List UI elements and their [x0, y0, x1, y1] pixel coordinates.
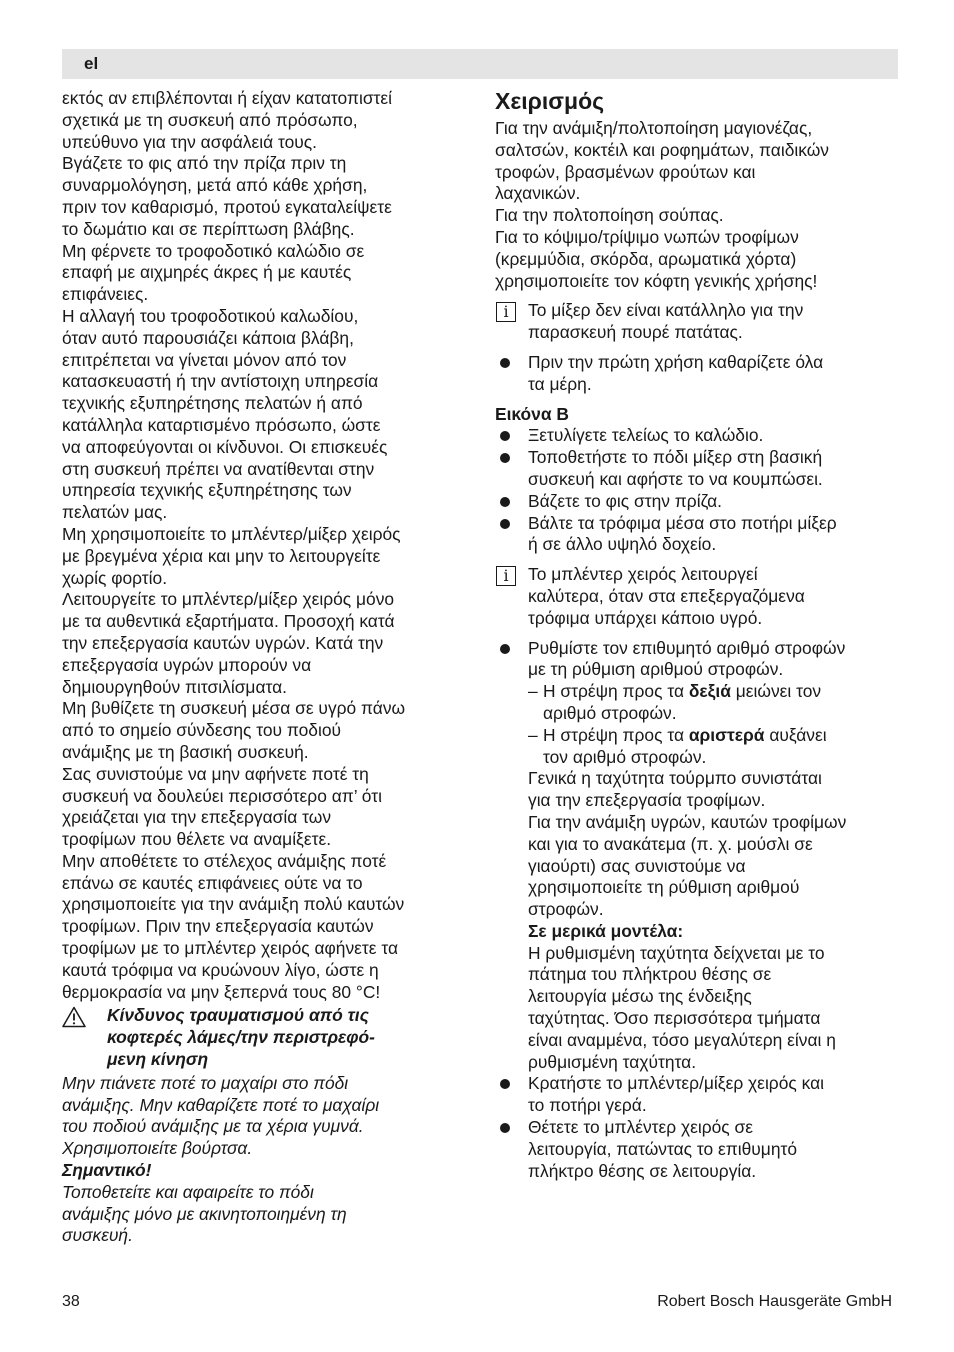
unplug-paragraph: Βγάζετε το φις από την πρίζα πριν τη συναρμολόγηση, μετά από κάθε χρήση, πριν τον καθαρισμό, προτού εγκαταλείψετε το δωμάτιο και σε περίπτωση βλάβης.	[62, 153, 392, 239]
left-column	[62, 88, 467, 1247]
runtime-paragraph: Σας συνιστούμε να μην αφήνετε ποτέ τη συσκευή να δουλεύει περισσότερο απ’ ότι χρειάζεται για την επεξεργασία των τροφίμων που θέλετε να αναμίξετε.	[62, 763, 382, 850]
liquids-text: Για την ανάμιξη υγρών, καυτών τροφίμων και για το ανακάτεμα (π. χ. μούσλι σε γιαούρτι) σας συνιστούμε να χρησιμοποιείτε τη ρύθμιση αριθμού στροφών.	[528, 811, 847, 920]
injury-warning	[62, 1005, 467, 1070]
usage-intro-soup: Για την πολτοποίηση σούπας.	[495, 205, 724, 226]
warning-triangle-icon	[62, 1006, 86, 1028]
models-text: Η ρυθμισμένη ταχύτητα δείχνεται με το πάτημα του πλήκτρου θέσης σε λειτουργία μέσω της ένδειξης ταχύτητας. Όσο περισσότερα τμήματα είναι αναμμένα, τόσο μεγαλύτερη είναι η ρυθμισμένη ταχύτητα.	[528, 942, 836, 1072]
immersion-paragraph: Μη βυθίζετε τη συσκευή μέσα σε υγρό πάνω από το σημείο σύνδεσης του ποδιού ανάμιξης με τη βασική συσκευή.	[62, 698, 406, 762]
list-item: Κρατήστε το μπλέντερ/μίξερ χειρός και το ποτήρι γερά.	[495, 1073, 905, 1117]
language-code: el	[84, 54, 99, 73]
info-icon: i	[496, 302, 516, 322]
list-item: Ξετυλίγετε τελείως το καλώδιο.	[495, 425, 905, 447]
speed-steps-list	[495, 638, 905, 1183]
important-text: Τοποθετείτε και αφαιρείτε το πόδι ανάμιξης μόνο με ακινητοποιημένη τη συσκευή.	[62, 1181, 347, 1246]
info-note-text: Το μίξερ δεν είναι κατάλληλο για την παρασκευή πουρέ πατάτας.	[528, 300, 804, 343]
usage-intro-blending: Για την ανάμιξη/πολτοποίηση μαγιονέζας, σαλτσών, κοκτέιλ και ροφημάτων, παιδικών τροφών, βρασμένων φρούτων και λαχανικών.	[495, 118, 829, 204]
language-header-bar	[62, 49, 898, 79]
figure-label: Εικόνα B	[495, 403, 569, 424]
usage-intro-chopping: Για το κόψιμο/τρίψιμο νωπών τροφίμων (κρεμμύδια, σκόρδα, αρωματικά χόρτα) χρησιμοποιείτε τον κόφτη γενικής χρήσης!	[495, 226, 818, 291]
info-note-text: Το μπλέντερ χειρός λειτουργεί καλύτερα, όταν στα επεξεργαζόμενα τρόφιμα υπάρχει κάποιο υγρό.	[528, 564, 805, 628]
list-item: Πριν την πρώτη χρήση καθαρίζετε όλα τα μέρη.	[495, 352, 905, 396]
info-note-liquid	[495, 564, 905, 629]
list-item: Βάλτε τα τρόφιμα μέσα στο ποτήρι μίξερ ή σε άλλο υψηλό δοχείο.	[495, 513, 905, 557]
list-item: Θέτετε το μπλέντερ χειρός σε λειτουργία, πατώντας το επιθυμητό πλήκτρο θέσης σε λειτουργία.	[495, 1117, 905, 1182]
accessories-paragraph: Λειτουργείτε το μπλέντερ/μίξερ χειρός μόνο με τα αυθεντικά εξαρτήματα. Προσοχή κατά την επεξεργασία καυτών υγρών. Κατά την επεξεργασία υγρών μπορούν να δημιουργηθούν πιτσιλίσματα.	[62, 589, 395, 697]
warning-title: Κίνδυνος τραυματισμού από τις κοφτερές λάμες/την περιστρεφό- μενη κίνηση	[107, 1005, 375, 1070]
cable-paragraph: Μη φέρνετε το τροφοδοτικό καλώδιο σε επαφή με αιχμηρές άκρες ή με καυτές επιφάνειες.	[62, 240, 365, 305]
warning-text: Μην πιάνετε ποτέ το μαχαίρι στο πόδι ανάμιξης. Μην καθαρίζετε ποτέ το μαχαίρι του ποδιού ανάμιξης με τα χέρια γυμνά. Χρησιμοποιείτε βούρτσα.	[62, 1072, 380, 1159]
speed-instruction: Ρυθμίστε τον επιθυμητό αριθμό στροφών με τη ρύθμιση αριθμού στροφών.	[528, 637, 846, 680]
wet-hands-paragraph: Μη χρησιμοποιείτε το μπλέντερ/μίξερ χειρός με βρεγμένα χέρια και μην το λειτουργείτε χωρίς φορτίο.	[62, 523, 401, 588]
turbo-text: Γενικά η ταχύτητα τούρμπο συνιστάται για την επεξεργασία τροφίμων.	[528, 768, 822, 811]
hot-surfaces-paragraph: Μην αποθέτετε το στέλεχος ανάμιξης ποτέ επάνω σε καυτές επιφάνειες ούτε να το χρησιμοποιείτε για την ανάμιξη πολύ καυτών τροφίμων. Πριν την επεξεργασία καυτών τροφίμων με το μπλέντερ χειρός αφήνετε τα καυτά τρόφιμα να κρυώνουν λίγο, ώστε η θερμοκρασία να μην ξεπερνά τους 80 °C!	[62, 850, 405, 1002]
page-number: 38	[62, 1293, 80, 1310]
right-column	[495, 88, 905, 1182]
cable-replacement-paragraph: Η αλλαγή του τροφοδοτικού καλωδίου, όταν αυτό παρουσιάζει κάποια βλάβη, επιτρέπεται να γίνεται μόνον από τον κατασκευαστή ή την αντίστοιχη υπηρεσία τεχνικής εξυπηρέτησης πελατών ή από κατάλληλα καταρτισμένο πρόσωπο, ώστε να αποφεύγονται οι κίνδυνοι. Οι επισκευές στη συσκευή πρέπει να ανατίθενται στην υπηρεσία τεχνικής εξυπηρέτησης των πελατών μας.	[62, 305, 388, 523]
dash-item-right: – Η στρέψη προς τα δεξιά μειώνει τον αριθμό στροφών.	[528, 681, 905, 725]
list-item	[495, 638, 905, 1074]
models-label: Σε μερικά μοντέλα:	[528, 920, 684, 941]
important-label: Σημαντικό!	[62, 1160, 152, 1181]
clean-bullet-list	[495, 352, 905, 396]
setup-steps-list	[495, 425, 905, 556]
info-note-potato	[495, 300, 905, 344]
safety-paragraph: εκτός αν επιβλέπονται ή είχαν κατατοπιστεί σχετικά με τη συσκευή από πρόσωπο, υπεύθυνο για την ασφάλειά τους.	[62, 88, 393, 152]
dash-item-left: – Η στρέψη προς τα αριστερά αυξάνει τον αριθμό στροφών.	[528, 725, 905, 769]
list-item: Τοποθετήστε το πόδι μίξερ στη βασική συσκευή και αφήστε το να κουμπώσει.	[495, 447, 905, 491]
list-item: Βάζετε το φις στην πρίζα.	[495, 491, 905, 513]
footer-brand: Robert Bosch Hausgeräte GmbH	[657, 1293, 892, 1310]
section-title: Χειρισμός	[495, 88, 605, 114]
info-icon: i	[496, 566, 516, 586]
